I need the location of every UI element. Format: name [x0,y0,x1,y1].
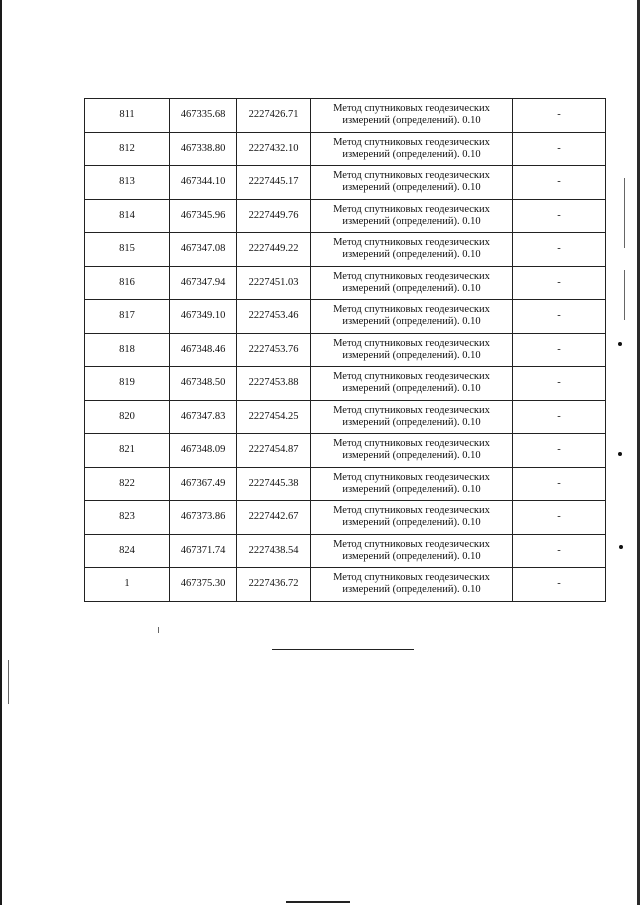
coordinates-table-body [85,99,606,602]
point-number-cell: 1 [85,568,170,602]
scan-mark-right-2 [624,270,625,320]
description-cell: - [513,434,606,468]
method-cell [311,266,513,300]
scan-mark-left-1 [8,660,9,704]
x-coordinate-cell: 467347.83 [170,400,237,434]
method-line-1: Метод спутниковых геодезических [333,203,490,215]
description-cell: - [513,266,606,300]
table-row [85,266,606,300]
method-line-2: измерений (определений). 0.10 [342,215,481,227]
y-coordinate-cell: 2227432.10 [237,132,311,166]
description-cell: - [513,568,606,602]
method-cell [311,568,513,602]
table-row [85,501,606,535]
point-number-cell: 814 [85,199,170,233]
table-row [85,300,606,334]
y-coordinate-cell: 2227453.88 [237,367,311,401]
point-number-cell: 821 [85,434,170,468]
x-coordinate-cell: 467338.80 [170,132,237,166]
method-line-1: Метод спутниковых геодезических [333,304,490,316]
y-coordinate-cell: 2227445.38 [237,467,311,501]
method-cell [311,233,513,267]
y-coordinate-cell: 2227438.54 [237,534,311,568]
method-line-2: измерений (определений). 0.10 [342,282,481,294]
method-cell [311,434,513,468]
method-line-1: Метод спутниковых геодезических [333,237,490,249]
method-line-1: Метод спутниковых геодезических [333,371,490,383]
point-number-cell: 813 [85,166,170,200]
point-number-cell: 817 [85,300,170,334]
method-line-1: Метод спутниковых геодезических [333,103,490,115]
table-row [85,367,606,401]
x-coordinate-cell: 467349.10 [170,300,237,334]
method-cell [311,501,513,535]
method-line-1: Метод спутниковых геодезических [333,337,490,349]
description-cell: - [513,467,606,501]
x-coordinate-cell: 467348.50 [170,367,237,401]
method-line-2: измерений (определений). 0.10 [342,517,481,529]
table-row [85,333,606,367]
coordinates-table [84,98,606,602]
scan-mark-dot-3 [619,545,623,549]
method-line-2: измерений (определений). 0.10 [342,483,481,495]
description-cell: - [513,199,606,233]
table-row [85,534,606,568]
y-coordinate-cell: 2227453.46 [237,300,311,334]
description-cell: - [513,534,606,568]
y-coordinate-cell: 2227436.72 [237,568,311,602]
table-row [85,467,606,501]
footer-line [286,901,350,903]
method-cell [311,467,513,501]
method-line-2: измерений (определений). 0.10 [342,416,481,428]
table-row [85,434,606,468]
point-number-cell: 812 [85,132,170,166]
description-cell: - [513,367,606,401]
y-coordinate-cell: 2227453.76 [237,333,311,367]
method-line-1: Метод спутниковых геодезических [333,136,490,148]
table-row [85,199,606,233]
x-coordinate-cell: 467348.46 [170,333,237,367]
point-number-cell: 824 [85,534,170,568]
method-line-2: измерений (определений). 0.10 [342,383,481,395]
scan-mark-dot-2 [618,452,622,456]
description-cell: - [513,501,606,535]
method-cell [311,132,513,166]
x-coordinate-cell: 467345.96 [170,199,237,233]
method-line-2: измерений (определений). 0.10 [342,584,481,596]
description-cell: - [513,333,606,367]
y-coordinate-cell: 2227449.22 [237,233,311,267]
scan-mark-dot-1 [618,342,622,346]
x-coordinate-cell: 467373.86 [170,501,237,535]
x-coordinate-cell: 467344.10 [170,166,237,200]
method-line-1: Метод спутниковых геодезических [333,471,490,483]
method-line-1: Метод спутниковых геодезических [333,170,490,182]
method-line-2: измерений (определений). 0.10 [342,249,481,261]
method-cell [311,199,513,233]
method-line-1: Метод спутниковых геодезических [333,538,490,550]
method-cell [311,333,513,367]
scan-mark-mid-1 [158,627,159,633]
table-row [85,568,606,602]
method-cell [311,367,513,401]
description-cell: - [513,300,606,334]
method-line-2: измерений (определений). 0.10 [342,182,481,194]
table-row [85,233,606,267]
y-coordinate-cell: 2227445.17 [237,166,311,200]
point-number-cell: 815 [85,233,170,267]
method-line-2: измерений (определений). 0.10 [342,115,481,127]
description-cell: - [513,132,606,166]
separator-line [272,649,414,650]
y-coordinate-cell: 2227454.25 [237,400,311,434]
point-number-cell: 811 [85,99,170,133]
x-coordinate-cell: 467367.49 [170,467,237,501]
point-number-cell: 820 [85,400,170,434]
y-coordinate-cell: 2227454.87 [237,434,311,468]
method-line-2: измерений (определений). 0.10 [342,349,481,361]
method-line-2: измерений (определений). 0.10 [342,316,481,328]
description-cell: - [513,166,606,200]
table-row [85,99,606,133]
scan-mark-right-1 [624,178,625,248]
description-cell: - [513,233,606,267]
x-coordinate-cell: 467348.09 [170,434,237,468]
x-coordinate-cell: 467371.74 [170,534,237,568]
table-row [85,132,606,166]
y-coordinate-cell: 2227451.03 [237,266,311,300]
table-row [85,166,606,200]
method-cell [311,166,513,200]
point-number-cell: 816 [85,266,170,300]
method-line-1: Метод спутниковых геодезических [333,270,490,282]
table-row [85,400,606,434]
method-line-2: измерений (определений). 0.10 [342,550,481,562]
method-line-1: Метод спутниковых геодезических [333,505,490,517]
point-number-cell: 819 [85,367,170,401]
x-coordinate-cell: 467347.94 [170,266,237,300]
scan-edge-left [0,0,2,905]
description-cell: - [513,400,606,434]
y-coordinate-cell: 2227442.67 [237,501,311,535]
method-cell [311,300,513,334]
method-line-2: измерений (определений). 0.10 [342,450,481,462]
method-line-1: Метод спутниковых геодезических [333,438,490,450]
x-coordinate-cell: 467335.68 [170,99,237,133]
x-coordinate-cell: 467375.30 [170,568,237,602]
point-number-cell: 823 [85,501,170,535]
x-coordinate-cell: 467347.08 [170,233,237,267]
method-line-2: измерений (определений). 0.10 [342,148,481,160]
method-cell [311,400,513,434]
method-cell [311,534,513,568]
point-number-cell: 822 [85,467,170,501]
point-number-cell: 818 [85,333,170,367]
y-coordinate-cell: 2227449.76 [237,199,311,233]
method-cell [311,99,513,133]
method-line-1: Метод спутниковых геодезических [333,404,490,416]
y-coordinate-cell: 2227426.71 [237,99,311,133]
description-cell: - [513,99,606,133]
method-line-1: Метод спутниковых геодезических [333,572,490,584]
